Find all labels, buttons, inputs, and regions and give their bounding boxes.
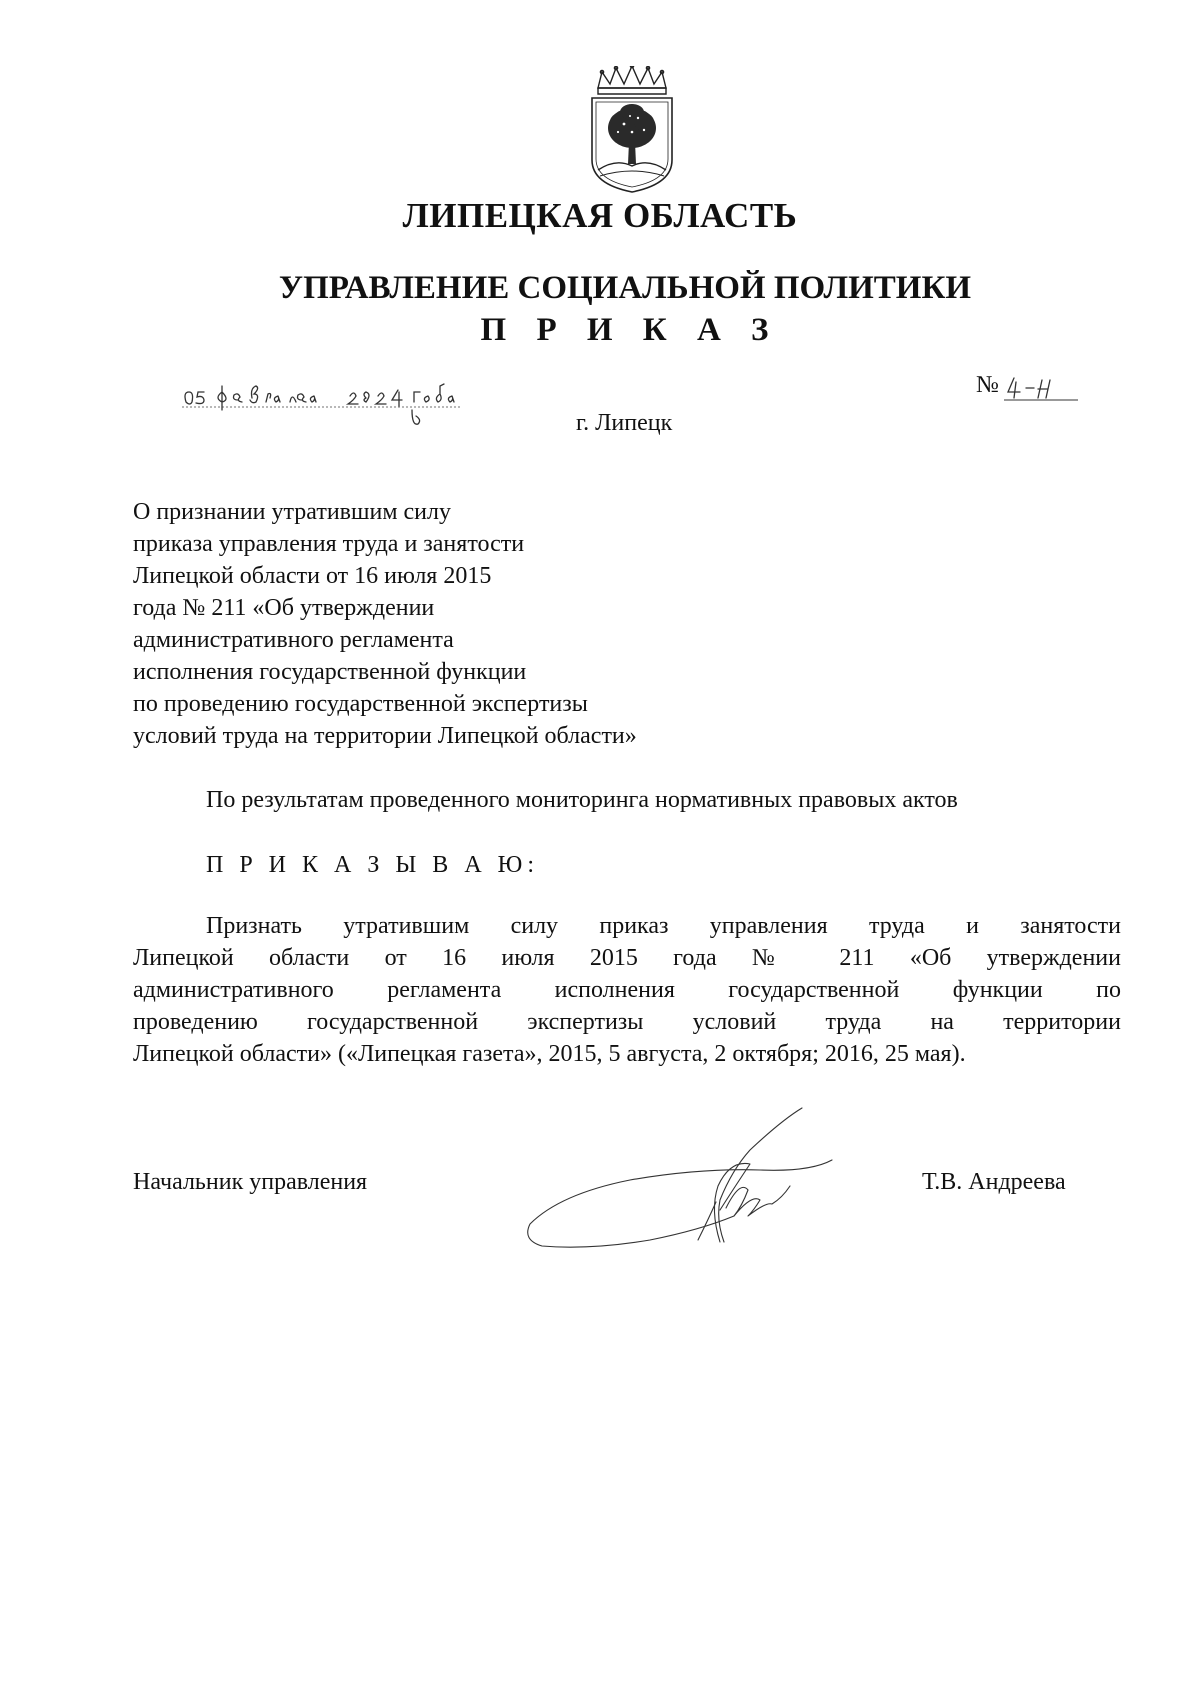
handwritten-order-number	[1004, 372, 1084, 406]
handwritten-date	[182, 374, 482, 436]
body-line: Липецкой области» («Липецкая газета», 2015, 5 августа, 2 октября; 2016, 25 мая).	[133, 1041, 966, 1067]
body-line: Признать утратившим силу приказ управления труда и занятости	[206, 913, 1121, 939]
body-line: проведению государственной экспертизы условий труда на территории	[133, 1009, 1121, 1035]
document-type-title: П Р И К А З	[480, 312, 780, 348]
city: г. Липецк	[576, 410, 673, 436]
department-title: УПРАВЛЕНИЕ СОЦИАЛЬНОЙ ПОЛИТИКИ	[278, 270, 972, 306]
signatory-role: Начальник управления	[133, 1169, 368, 1195]
subject-line: Липецкой области от 16 июля 2015	[133, 563, 492, 589]
body-line: Липецкой области от 16 июля 2015 года № 211 «Об утверждении	[133, 945, 1121, 971]
subject-line: приказа управления труда и занятости	[133, 531, 525, 557]
subject-line: по проведению государственной экспертизы	[133, 691, 588, 717]
basis-paragraph: По результатам проведенного мониторинга нормативных правовых актов	[206, 787, 958, 813]
region-title: ЛИПЕЦКАЯ ОБЛАСТЬ	[402, 196, 798, 235]
order-subject	[133, 496, 773, 752]
coat-of-arms-icon	[586, 66, 678, 194]
subject-line: административного регламента	[133, 627, 454, 653]
order-number-label: №	[976, 372, 999, 398]
subject-line: условий труда на территории Липецкой области»	[133, 723, 637, 749]
signature-icon	[520, 1090, 840, 1260]
signatory-name: Т.В. Андреева	[922, 1169, 1066, 1195]
subject-line: О признании утратившим силу	[133, 499, 451, 525]
subject-line: года № 211 «Об утверждении	[133, 595, 435, 621]
body-line: административного регламента исполнения государственной функции по	[133, 977, 1121, 1003]
subject-line: исполнения государственной функции	[133, 659, 527, 685]
order-directive: П Р И К А З Ы В А Ю:	[206, 852, 539, 878]
order-body	[133, 910, 1121, 1070]
